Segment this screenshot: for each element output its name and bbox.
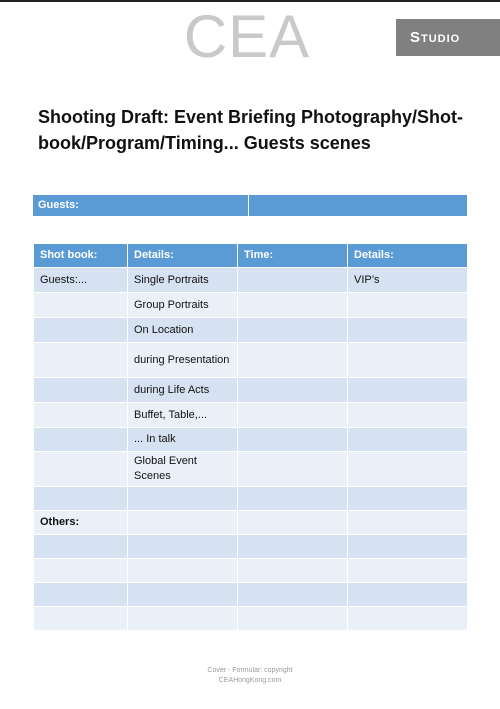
table-cell [34,487,128,511]
table-cell [34,583,128,607]
table-cell [34,318,128,343]
footer [0,666,500,686]
table-cell [238,293,348,318]
table-row [34,318,468,343]
table-cell [348,318,468,343]
table-cell [34,293,128,318]
table-cell [238,487,348,511]
guests-bar [33,195,467,216]
table-cell [348,378,468,403]
cea-logo: CEA [183,3,311,70]
col-header-details-2: Details: [348,244,468,268]
table-cell [238,607,348,631]
table-row [34,583,468,607]
table-row [34,428,468,452]
table-cell: Guests:... [34,268,128,293]
table-cell [128,559,238,583]
table-row [34,452,468,487]
table-row [34,511,468,535]
table-cell: Group Portraits [128,293,238,318]
table-cell [348,343,468,378]
table-cell [34,428,128,452]
table-cell [238,378,348,403]
footer-copyright: Cover - Formular: copyright [207,667,293,674]
table-cell [128,583,238,607]
table-cell [348,511,468,535]
table-cell [238,318,348,343]
table-cell [34,559,128,583]
table-cell [238,535,348,559]
table-row [34,293,468,318]
table-cell [238,428,348,452]
table-cell: Single Portraits [128,268,238,293]
col-header-details: Details: [128,244,238,268]
table-cell: during Life Acts [128,378,238,403]
table-cell [34,403,128,428]
table-cell [238,583,348,607]
table-cell [348,452,468,487]
table-cell: VIP’s [348,268,468,293]
col-header-shot-book: Shot book: [34,244,128,268]
table-cell [34,452,128,487]
table-cell: Buffet, Table,... [128,403,238,428]
table-row [34,607,468,631]
table-cell [348,428,468,452]
table-cell [128,487,238,511]
table-cell [34,535,128,559]
table-row [34,535,468,559]
table-cell [348,559,468,583]
table-cell [348,583,468,607]
table-header-row [34,244,468,268]
table-cell [128,607,238,631]
table-row [34,487,468,511]
table-cell: ... In talk [128,428,238,452]
table-cell [348,535,468,559]
table-cell [238,559,348,583]
table-cell [34,378,128,403]
table-row [34,559,468,583]
guests-label: Guests: [33,195,249,216]
table-cell [238,452,348,487]
table-cell: Others: [34,511,128,535]
table-cell: during Presentation [128,343,238,378]
shot-book-table [33,243,468,631]
table-cell [128,535,238,559]
col-header-time: Time: [238,244,348,268]
page-title: Shooting Draft: Event Briefing Photography/Shot-book/Program/Timing... Guests scenes [38,107,463,153]
footer-website: CEAHongKong.com [218,677,282,684]
table-cell [34,343,128,378]
table-cell [348,607,468,631]
table-cell: Global Event Scenes [128,452,238,487]
table-row [34,378,468,403]
table-cell [238,403,348,428]
table-cell [238,511,348,535]
table-cell [128,511,238,535]
table-cell [348,487,468,511]
top-rule [0,0,500,2]
table-cell [34,607,128,631]
table-row [34,268,468,293]
table-cell: On Location [128,318,238,343]
table-cell [348,403,468,428]
table-row [34,403,468,428]
guests-value [249,195,467,216]
table-row [34,343,468,378]
table-cell [238,343,348,378]
table-cell [348,293,468,318]
studio-badge: Studio [396,19,500,56]
table-cell [238,268,348,293]
